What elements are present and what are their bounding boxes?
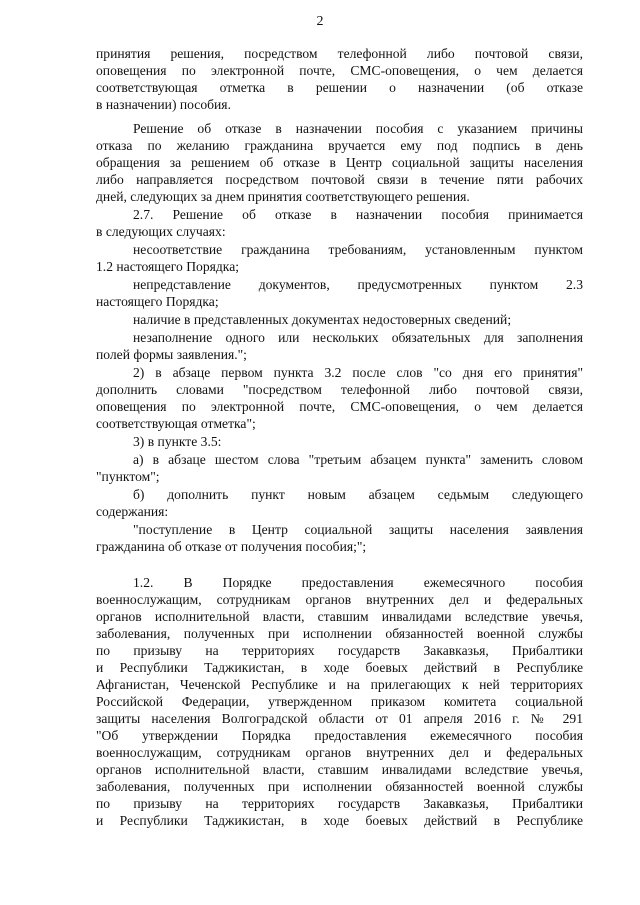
page-number: 2 <box>316 14 324 29</box>
text-line: содержания: <box>96 504 169 519</box>
text-line: по призыву на территориях государств Закавказья, Прибалтики <box>96 643 583 658</box>
text-line: Российской Федерации, утвержденном приказом комитета социальной <box>96 694 583 709</box>
text-line: 3) в пункте 3.5: <box>133 434 222 449</box>
text-line: защиты населения Волгоградской области от 01 апреля 2016 г. № 291 <box>96 711 583 726</box>
text-line: военнослужащим, сотрудникам органов внутренних дел и федеральных <box>96 592 583 607</box>
text-line: принятия решения, посредством телефонной либо почтовой связи, <box>96 46 583 61</box>
text-line: дополнить словами "посредством телефонной либо почтовой связи, <box>96 382 583 397</box>
text-line: "поступление в Центр социальной защиты населения заявления <box>133 522 583 537</box>
text-line: 1.2. В Порядке предоставления ежемесячного пособия <box>133 575 583 590</box>
text-line: "Об утверждении Порядка предоставления ежемесячного пособия <box>96 728 583 743</box>
text-line: в следующих случаях: <box>96 224 226 239</box>
text-line: соответствующая отметка в решении о назначении (об отказе <box>96 80 583 95</box>
text-line: оповещения по электронной почте, СМС-оповещения, о чем делается <box>96 399 583 414</box>
text-line: полей формы заявления."; <box>96 347 247 362</box>
text-line: 2) в абзаце первом пункта 3.2 после слов "со дня его принятия" <box>133 365 583 380</box>
text-line: "пунктом"; <box>96 469 160 484</box>
text-line: Решение об отказе в назначении пособия с указанием причины <box>133 121 583 136</box>
text-line: несоответствие гражданина требованиям, установленным пунктом <box>133 242 583 257</box>
text-line: настоящего Порядка; <box>96 294 219 309</box>
text-line: и Республики Таджикистан, в ходе боевых действий в Республике <box>96 813 583 828</box>
text-line: и Республики Таджикистан, в ходе боевых действий в Республике <box>96 660 583 675</box>
text-line: органов исполнительной власти, ставшим инвалидами вследствие увечья, <box>96 762 583 777</box>
text-line: либо направляется посредством почтовой связи в течение пяти рабочих <box>96 172 583 187</box>
text-line: отказа по желанию гражданина вручается ему под подпись в день <box>96 138 583 153</box>
text-line: соответствующая отметка"; <box>96 416 256 431</box>
text-line: 2.7. Решение об отказе в назначении пособия принимается <box>133 207 583 222</box>
text-line: незаполнение одного или нескольких обязательных для заполнения <box>133 330 583 345</box>
text-line: заболевания, полученных при исполнении обязанностей военной службы <box>96 779 583 794</box>
text-line: гражданина об отказе от получения пособия;"; <box>96 539 367 554</box>
text-line: заболевания, полученных при исполнении обязанностей военной службы <box>96 626 583 641</box>
text-line: наличие в представленных документах недостоверных сведений; <box>133 312 512 327</box>
text-line: оповещения по электронной почте, СМС-оповещения, о чем делается <box>96 63 583 78</box>
text-line: органов исполнительной власти, ставшим инвалидами вследствие увечья, <box>96 609 583 624</box>
text-line: дней, следующих за днем принятия соответствующего решения. <box>96 189 470 204</box>
text-line: военнослужащим, сотрудникам органов внутренних дел и федеральных <box>96 745 583 760</box>
text-line: обращения за решением об отказе в Центр социальной защиты населения <box>96 155 583 170</box>
text-line: 1.2 настоящего Порядка; <box>96 259 240 274</box>
text-line: б) дополнить пункт новым абзацем седьмым следующего <box>133 487 583 502</box>
text-line: а) в абзаце шестом слова "третьим абзацем пункта" заменить словом <box>133 452 583 467</box>
text-line: Афганистан, Чеченской Республике и на прилегающих к ней территориях <box>96 677 583 692</box>
text-line: по призыву на территориях государств Закавказья, Прибалтики <box>96 796 583 811</box>
text-line: в назначении) пособия. <box>96 97 231 112</box>
text-line: непредставление документов, предусмотренных пунктом 2.3 <box>133 277 583 292</box>
